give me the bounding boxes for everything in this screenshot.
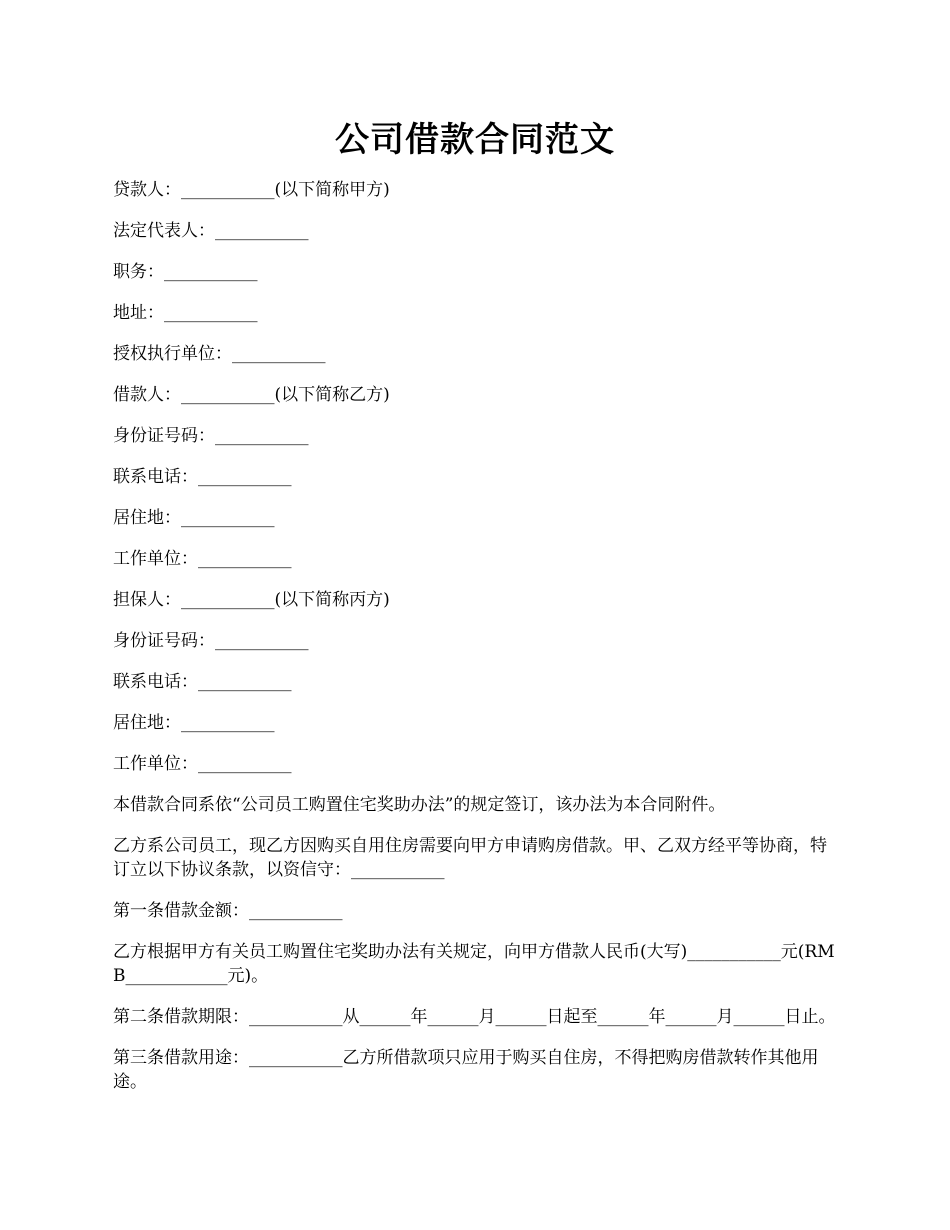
field-legal-representative: 法定代表人：___________ [113,221,309,241]
field-borrower: 借款人：___________(以下简称乙方) [113,385,390,405]
field-borrower-phone: 联系电话：___________ [113,467,292,487]
paragraph-agreement: 乙方系公司员工，现乙方因购买自用住房需要向甲方申请购房借款。甲、乙双方经平等协商，特订立以下协议条款，以资信守：___________ [113,836,827,880]
field-lender: 贷款人：___________(以下简称甲方) [113,180,390,200]
field-authorized-unit: 授权执行单位：___________ [113,344,326,364]
clause-2-term: 第二条借款期限：___________从______年______月______日起至______年______月______日止。 [113,1007,836,1027]
field-guarantor-workplace: 工作单位：___________ [113,754,292,774]
field-borrower-workplace: 工作单位：___________ [113,549,292,569]
clause-1-amount: 第一条借款金额：___________ [113,901,343,921]
paragraph-basis: 本借款合同系依“公司员工购置住宅奖助办法”的规定签订，该办法为本合同附件。 [113,795,726,815]
field-borrower-id-number: 身份证号码：___________ [113,426,309,446]
document-title: 公司借款合同范文 [335,120,615,160]
field-position: 职务：___________ [113,262,258,282]
field-guarantor-id-number: 身份证号码：___________ [113,631,309,651]
field-borrower-residence: 居住地：___________ [113,508,275,528]
field-guarantor-phone: 联系电话：___________ [113,672,292,692]
clause-3-purpose: 第三条借款用途：___________乙方所借款项只应用于购买自住房，不得把购房借款转作其他用途。 [113,1048,819,1092]
field-guarantor: 担保人：___________(以下简称丙方) [113,590,390,610]
field-address: 地址：___________ [113,303,258,323]
field-guarantor-residence: 居住地：___________ [113,713,275,733]
paragraph-amount-detail: 乙方根据甲方有关员工购置住宅奖助办法有关规定，向甲方借款人民币(大写)___________元(RMB____________元)。 [113,942,835,986]
document-body [113,178,838,1111]
